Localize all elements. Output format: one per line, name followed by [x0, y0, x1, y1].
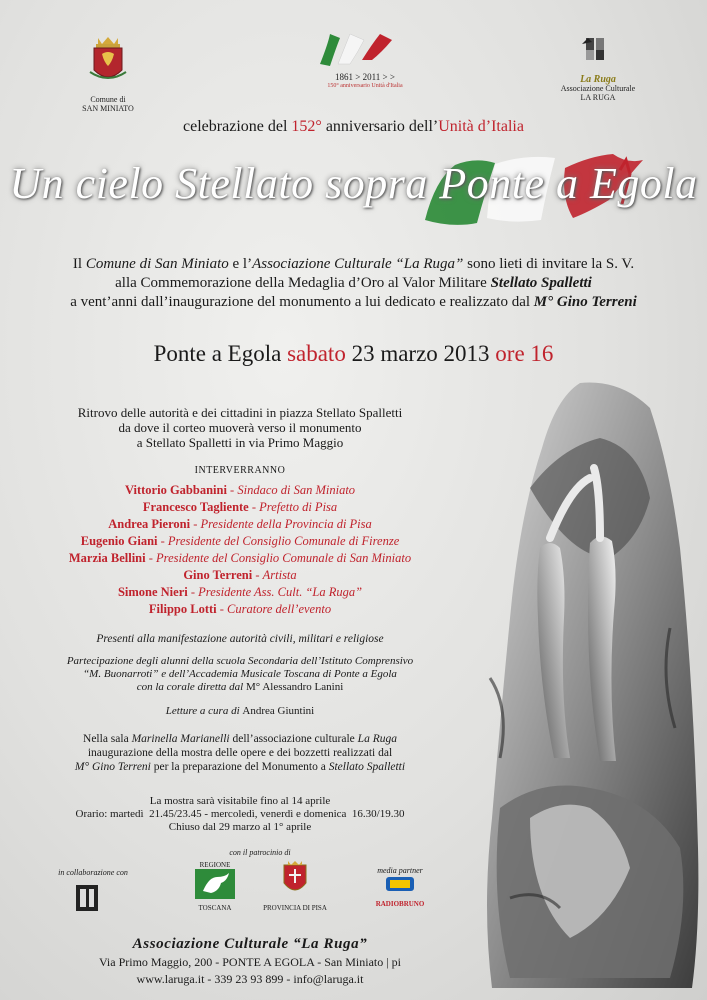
- san-miniato-logo: [68, 32, 148, 113]
- speaker-row: [20, 499, 460, 516]
- speaker-row: [20, 533, 460, 550]
- logo-caption-line2: SAN MINIATO: [82, 104, 134, 113]
- speaker-role: Presidente della Provincia di Pisa: [200, 517, 372, 531]
- celebration-pre: celebrazione del: [183, 118, 292, 135]
- event-date: 23 marzo 2013: [345, 341, 496, 366]
- speaker-separator: -: [252, 568, 263, 582]
- province-label: PROVINCIA DI PISA: [263, 904, 327, 912]
- pisa-shield-icon: [280, 861, 310, 899]
- main-title: Un cielo Stellato sopra Ponte a Egola: [9, 159, 698, 208]
- hours-line: Orario: martedì 21.45/23.45 - mercoledì, venerdì e domenica 16.30/19.30: [75, 808, 405, 820]
- exhibit-honoree: Stellato Spalletti: [328, 761, 406, 773]
- speaker-role: Sindaco di San Miniato: [237, 483, 356, 497]
- provincia-pisa-logo: [255, 861, 335, 912]
- collaboration-label: in collaborazione con: [58, 868, 128, 877]
- celebration-line: [0, 118, 707, 136]
- exhibit-note: [20, 732, 460, 774]
- speaker-row: [20, 482, 460, 499]
- patronage-label: con il patrocinio di: [229, 848, 291, 857]
- event-day: sabato: [287, 341, 346, 366]
- speaker-separator: -: [187, 585, 199, 599]
- speakers-heading: INTERVERRANNO: [194, 465, 286, 476]
- meeting-line: da dove il corteo muoverà verso il monumento: [118, 420, 362, 435]
- invite-line3: [20, 293, 687, 312]
- unity-caption: 150° anniversario Unità d'Italia: [327, 83, 403, 89]
- speaker-separator: -: [248, 500, 260, 514]
- invite-line1: [20, 255, 687, 274]
- region-label-bottom: TOSCANA: [198, 904, 232, 912]
- meeting-info: [40, 405, 440, 450]
- choir-director: M° Alessandro Lanini: [246, 681, 344, 693]
- exhibit-artist: M° Gino Terreni: [74, 761, 151, 773]
- radio-logo: RADIOBRUNO: [375, 900, 425, 908]
- speaker-row: [20, 550, 460, 567]
- speaker-name: Andrea Pieroni: [108, 517, 191, 531]
- footer-contacts: www.laruga.it - 339 23 93 899 - info@laruga.it: [136, 972, 364, 986]
- exhibit-text: dell’associazione culturale: [229, 733, 358, 745]
- invite-text: a vent’anni dall’inaugurazione del monumento a lui dedicato e realizzato dal: [70, 294, 534, 310]
- speaker-role: Prefetto di Pisa: [259, 500, 338, 514]
- exhibit-line: [20, 760, 460, 774]
- speaker-name: Vittorio Gabbanini: [124, 483, 227, 497]
- footer-organization: Associazione Culturale “La Ruga”: [132, 936, 368, 952]
- speaker-role: Presidente del Consiglio Comunale di Firenze: [167, 534, 400, 548]
- la-ruga-emblem-icon: [548, 36, 648, 70]
- event-time: ore 16: [495, 341, 554, 366]
- speaker-separator: -: [157, 534, 168, 548]
- exhibit-text: per la preparazione del Monumento a: [150, 761, 329, 773]
- participation-line: “M. Buonarroti” e dell’Accademia Musicale Toscana di Ponte a Egola: [83, 668, 397, 680]
- celebration-number: 152°: [291, 118, 322, 135]
- media-partner-block: [365, 866, 435, 908]
- speaker-name: Francesco Tagliente: [142, 500, 249, 514]
- coat-of-arms-icon: [68, 32, 148, 90]
- logo-caption-line1: Comune di: [90, 95, 126, 104]
- speaker-role: Presidente del Consiglio Comunale di San Miniato: [156, 551, 412, 565]
- speakers-list: [20, 482, 460, 618]
- la-ruga-logo: [548, 36, 648, 102]
- invite-line2: [20, 274, 687, 293]
- regione-toscana-logo: [185, 861, 245, 912]
- flag-ribbon-icon: [310, 30, 420, 68]
- region-label-top: REGIONE: [199, 861, 231, 869]
- celebration-unity: Unità d’Italia: [438, 118, 524, 135]
- invite-comune: Comune di San Miniato: [85, 256, 229, 272]
- patronage-block: [185, 848, 335, 912]
- speaker-row: [20, 567, 460, 584]
- participation-note: [20, 655, 460, 694]
- speaker-role: Artista: [262, 568, 297, 582]
- exhibit-line: [20, 732, 460, 746]
- reader-name: Andrea Giuntini: [242, 705, 315, 717]
- speaker-separator: -: [216, 602, 228, 616]
- event-date-line: [0, 341, 707, 367]
- exhibit-hours: [40, 795, 440, 834]
- pegasus-icon: [195, 869, 235, 899]
- footer-address: Via Primo Maggio, 200 - PONTE A EGOLA - San Miniato | pi: [98, 955, 401, 969]
- invite-artist: M° Gino Terreni: [533, 294, 637, 310]
- monument-sculpture-image: [470, 378, 702, 990]
- invitation-text: [20, 255, 687, 312]
- invite-text: alla Commemorazione della Medaglia d’Oro al Valor Militare: [115, 275, 491, 291]
- tv-logo-icon: [380, 875, 420, 895]
- readings-text: Letture a cura di: [165, 705, 243, 717]
- media-partner-label: media partner: [377, 866, 423, 875]
- meeting-line: a Stellato Spalletti in via Primo Maggio: [136, 435, 344, 450]
- speaker-separator: -: [226, 483, 238, 497]
- hours-line: Chiuso dal 29 marzo al 1° aprile: [168, 821, 312, 833]
- meeting-line: Ritrovo delle autorità e dei cittadini in piazza Stellato Spalletti: [77, 405, 403, 420]
- exhibit-text: Nella sala: [83, 733, 132, 745]
- presence-note: Presenti alla manifestazione autorità civili, militari e religiose: [96, 633, 384, 645]
- participation-text: con la corale diretta dal: [136, 681, 246, 693]
- collaborator-logo: [38, 877, 148, 917]
- speaker-name: Gino Terreni: [183, 568, 253, 582]
- la-ruga-caption-line2: LA RUGA: [580, 93, 616, 102]
- la-ruga-brand: La Ruga: [580, 74, 616, 85]
- speaker-name: Eugenio Giani: [80, 534, 158, 548]
- invite-text: e l’: [228, 256, 253, 272]
- unity-years: 1861 > 2011 > >: [335, 72, 395, 82]
- celebration-mid: anniversario dell’: [321, 118, 439, 135]
- speaker-name: Filippo Lotti: [148, 602, 217, 616]
- exhibit-line: inaugurazione della mostra delle opere e dei bozzetti realizzati dal: [87, 747, 393, 759]
- invite-text: Il: [72, 256, 86, 272]
- invite-honoree: Stellato Spalletti: [490, 275, 592, 291]
- speaker-separator: -: [190, 517, 201, 531]
- speaker-row: [20, 516, 460, 533]
- event-place: Ponte a Egola: [153, 341, 288, 366]
- speaker-name: Marzia Bellini: [68, 551, 146, 565]
- hours-line: La mostra sarà visitabile fino al 14 aprile: [149, 795, 331, 807]
- invite-text: sono lieti di invitare la S. V.: [463, 256, 635, 272]
- unity-150-logo: [310, 30, 420, 91]
- speaker-row: [20, 584, 460, 601]
- collaboration-block: [38, 868, 148, 922]
- participation-line: [20, 681, 460, 694]
- speaker-row: [20, 601, 460, 618]
- readings-note: [20, 705, 460, 717]
- participation-line: Partecipazione degli alunni della scuola Secondaria dell’Istituto Comprensivo: [66, 655, 414, 667]
- invite-association: Associazione Culturale “La Ruga”: [252, 256, 464, 272]
- speaker-role: Presidente Ass. Cult. “La Ruga”: [198, 585, 363, 599]
- exhibit-association: La Ruga: [357, 733, 397, 745]
- speaker-separator: -: [145, 551, 157, 565]
- exhibit-room: Marinella Marianelli: [131, 733, 230, 745]
- speaker-role: Curatore dell’evento: [227, 602, 332, 616]
- speaker-name: Simone Nieri: [117, 585, 188, 599]
- la-ruga-caption-line1: Associazione Culturale: [560, 84, 636, 93]
